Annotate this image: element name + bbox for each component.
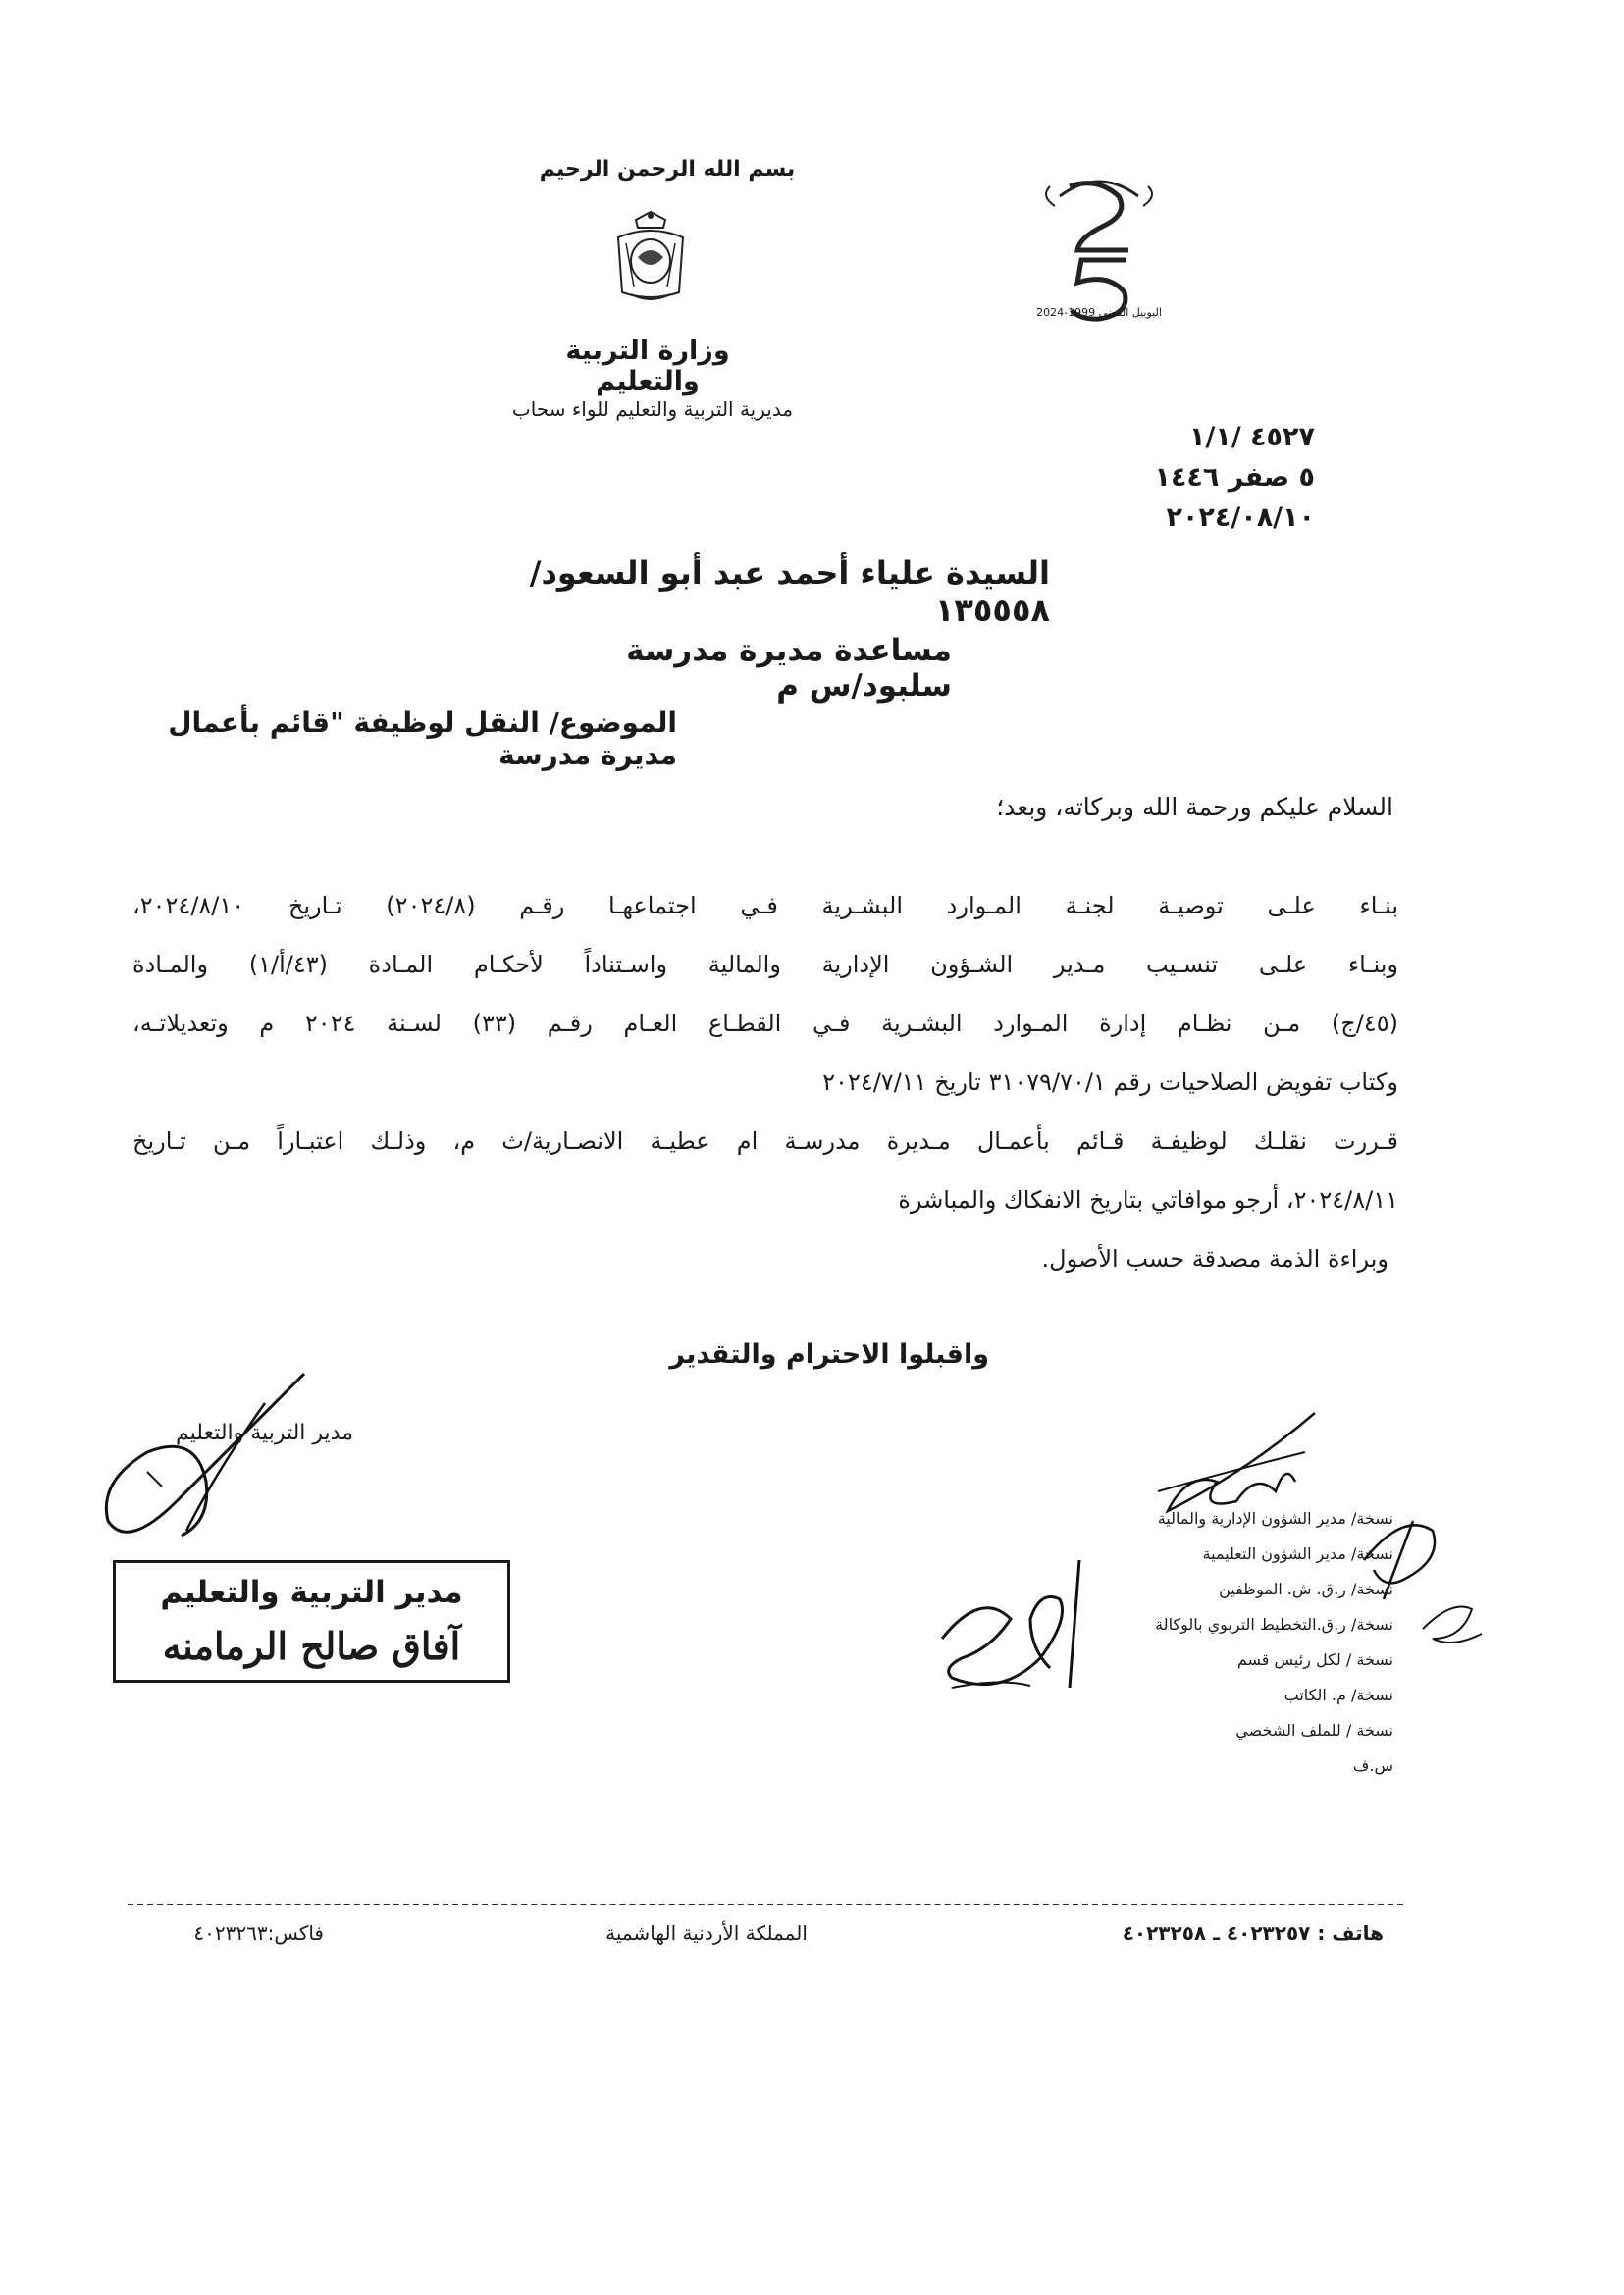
jordan-coat-of-arms-icon xyxy=(606,208,695,306)
copy-item: نسخة/ ر.ق. ش. الموظفين xyxy=(1219,1580,1393,1598)
reference-block xyxy=(1109,417,1315,538)
body-line: ٢٠٢٤/٨/١١، أرجو موافاتي بتاريخ الانفكاك والمباشرة xyxy=(898,1186,1398,1214)
cc-signature-3 xyxy=(1413,1590,1492,1658)
greeting: السلام عليكم ورحمة الله وبركاته، وبعد؛ xyxy=(996,793,1393,821)
subject-line: الموضوع/ النقل لوظيفة "قائم بأعمال مديرة مدرسة xyxy=(168,706,677,771)
body-line: وكتاب تفويض الصلاحيات رقم ٣١٠٧٩/٧٠/١ تاريخ ٢٠٢٤/٧/١١ xyxy=(822,1069,1398,1096)
silver-jubilee-25-logo xyxy=(1021,157,1178,334)
stamp-title: مدير التربية والتعليم xyxy=(160,1575,463,1610)
director-stamp xyxy=(113,1560,510,1683)
body-line: قـررت نقلـك لوظيفـة قـائم بأعمـال مـديرة مدرسـة ام عطيـة الانصـارية/ث م، وذلـك اعتبـاراً مـن تـاريخ xyxy=(132,1127,1398,1155)
director-title: مدير التربية والتعليم xyxy=(176,1421,353,1445)
hijri-date: ٥ صفر ١٤٤٦ xyxy=(1154,462,1315,493)
letter-body xyxy=(132,876,1398,1288)
gregorian-date: ٢٠٢٤/٠٨/١٠ xyxy=(1166,502,1315,533)
copy-item: نسخة / للملف الشخصي xyxy=(1235,1721,1393,1740)
stamp-name: آفاق صالح الرمامنه xyxy=(162,1624,461,1668)
addressee-position: مساعدة مديرة مدرسة سلبود/س م xyxy=(626,633,952,704)
footer-country: المملكة الأردنية الهاشمية xyxy=(605,1921,808,1945)
director-signature xyxy=(88,1364,363,1580)
ministry-name: وزارة التربية والتعليم xyxy=(565,336,730,396)
directorate-name: مديرية التربية والتعليم للواء سحاب xyxy=(511,397,794,421)
reference-number: ٤٥٢٧ /١/١ xyxy=(1188,422,1315,452)
copy-item: س.ف xyxy=(1352,1756,1393,1775)
footer-fax: فاكس:٤٠٢٣٢٦٣ xyxy=(193,1921,324,1945)
jubilee-logo-text: اليوبيل الفضي 1999-2024 xyxy=(1036,306,1162,319)
body-line: وبراءة الذمة مصدقة حسب الأصول. xyxy=(1041,1245,1388,1273)
closing-line: واقبلوا الاحترام والتقدير xyxy=(669,1339,989,1370)
body-line: بنـاء علـى توصيـة لجنـة المـوارد البشـرية فـي اجتماعهـا رقـم (٢٠٢٤/٨) تـاريخ ٢٠٢٤/٨/١٠، xyxy=(132,892,1399,919)
copy-item: نسخة/ مدير الشؤون الإدارية والمالية xyxy=(1157,1509,1393,1528)
body-line: (٤٥/ج) مـن نظـام إدارة المـوارد البشـرية فـي القطـاع العـام رقـم (٣٣) لسـنة ٢٠٢٤ م وتعديلاتـه، xyxy=(132,1010,1399,1037)
footer-phone: هاتف : ٤٠٢٣٢٥٧ ـ ٤٠٢٣٢٥٨ xyxy=(1122,1921,1384,1945)
copies-list xyxy=(1079,1501,1393,1784)
addressee: السيدة علياء أحمد عبد أبو السعود/ ١٣٥٥٥٨ xyxy=(529,554,1050,629)
copy-item: نسخة/ مدير الشؤون التعليمية xyxy=(1202,1544,1393,1563)
body-line: وبنـاء علـى تنسـيب مـدير الشـؤون الإدارية والمالية واسـتناداً لأحكـام المـادة (٤٣/أ/١) والمـادة xyxy=(132,951,1398,978)
copy-item: نسخة/ م. الكاتب xyxy=(1283,1686,1393,1704)
footer-divider xyxy=(128,1904,1403,1905)
bismillah: بسم الله الرحمن الرحيم xyxy=(539,157,796,182)
copy-item: نسخة/ ر.ق.التخطيط التربوي بالوكالة xyxy=(1155,1615,1393,1634)
copy-item: نسخة / لكل رئيس قسم xyxy=(1236,1650,1393,1669)
